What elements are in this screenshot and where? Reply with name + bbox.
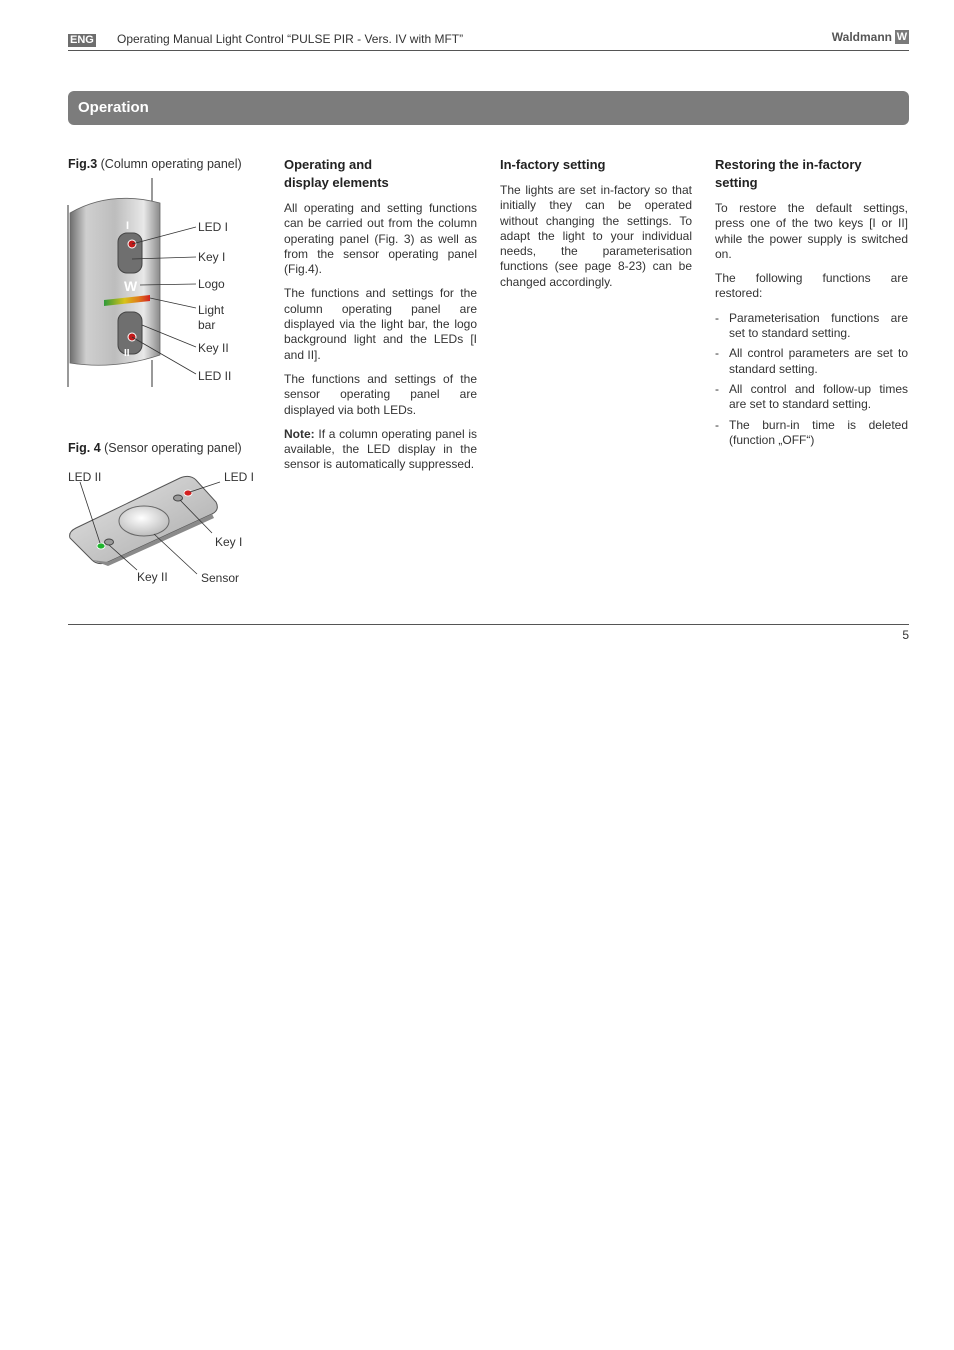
column-panel-illustration <box>60 175 260 390</box>
sensor-label-key-1: Key I <box>215 535 243 549</box>
col2-heading: In-factory setting <box>500 157 606 172</box>
column-restoring-settings <box>715 156 908 453</box>
section-title: Operation <box>78 99 149 116</box>
label-logo: Logo <box>198 277 225 291</box>
restored-functions-list <box>715 311 908 448</box>
sensor-label-key-2: Key II <box>137 570 168 584</box>
note-text: If a column operating panel is available, the LED display in the sensor is automatically suppressed. <box>284 426 477 472</box>
sensor-led-1 <box>184 490 192 496</box>
fig4-caption-text: (Sensor operating panel) <box>100 441 242 455</box>
section-bar <box>68 91 909 125</box>
col1-note <box>284 427 477 473</box>
key-2-symbol: II <box>124 348 130 359</box>
label-key-2: Key II <box>198 341 229 355</box>
sensor-label-sensor: Sensor <box>201 571 240 585</box>
key-1-symbol: I <box>126 220 130 232</box>
col3-paragraph-1: To restore the default settings, press one of the two keys [I or II] while the power supply is switched on. <box>715 201 908 261</box>
col2-paragraph-1: The lights are set in-factory so that initially they can be operated without changing the settings. To adapt the light to your individual needs, the parameterisation functions (see page 8-23) can be changed accordingly. <box>500 183 692 289</box>
note-label: Note: <box>284 426 315 441</box>
logo-icon: W <box>124 278 138 294</box>
sensor-key-1 <box>174 495 183 501</box>
col1-heading-line-2: display elements <box>284 175 389 190</box>
label-light: Light <box>198 303 225 317</box>
fig4-caption <box>68 441 242 455</box>
column-in-factory-setting <box>500 156 692 299</box>
sensor-dome <box>119 506 169 536</box>
key-1-mark <box>68 219 130 259</box>
footer-divider <box>68 624 909 625</box>
fig3-caption <box>68 157 242 171</box>
fig3-caption-bold: Fig.3 <box>68 157 98 171</box>
col1-paragraph-3: The functions and settings of the sensor operating panel are displayed via both LEDs. <box>284 371 477 417</box>
col1-heading <box>284 156 477 192</box>
col3-paragraph-2: The following functions are restored: <box>715 271 908 301</box>
col3-heading <box>715 156 908 192</box>
brand-name: Waldmann <box>831 30 892 44</box>
sensor-key-2 <box>105 539 114 545</box>
fig3-caption-text: (Column operating panel) <box>97 157 242 171</box>
list-item: - The burn-in time is deleted (function „OFF“) <box>715 418 908 449</box>
col3-heading-line-1: Restoring the in-factory <box>715 157 862 172</box>
page-number: 5 <box>902 628 909 642</box>
label-key-1: Key I <box>198 250 226 264</box>
label-led-1: LED I <box>198 220 229 234</box>
col3-heading-line-2: setting <box>715 175 758 190</box>
label-led-2: LED II <box>198 369 232 383</box>
page-header <box>68 32 909 51</box>
key-1-shape <box>118 233 142 273</box>
label-bar: bar <box>198 318 216 332</box>
list-item: - All control parameters are set to standard setting. <box>715 346 908 377</box>
col1-heading-line-1: Operating and <box>284 157 373 172</box>
col1-paragraph-2: The functions and settings for the column operating panel are displayed via the light bar, the logo background light and the LEDs [I and II]. <box>284 286 477 362</box>
brand <box>832 30 909 44</box>
header-title: Operating Manual Light Control “PULSE PIR - Vers. IV with MFT” <box>117 32 464 46</box>
list-item: - All control and follow-up times are set to standard setting. <box>715 382 908 413</box>
sensor-label-led-2: LED II <box>68 470 102 484</box>
sensor-label-led-1: LED I <box>224 470 255 484</box>
fig4-caption-bold: Fig. 4 <box>68 441 101 455</box>
language-badge: ENG <box>70 34 94 46</box>
col1-paragraph-1: All operating and setting functions can be carried out from the column operating panel (Fig. 3) as well as from the sensor operating panel (Fig.4). <box>284 201 477 277</box>
brand-logo-icon: W <box>896 31 908 43</box>
list-item: - Parameterisation functions are set to standard setting. <box>715 311 908 342</box>
sensor-led-2 <box>97 543 105 549</box>
column-operating-elements <box>284 156 477 482</box>
